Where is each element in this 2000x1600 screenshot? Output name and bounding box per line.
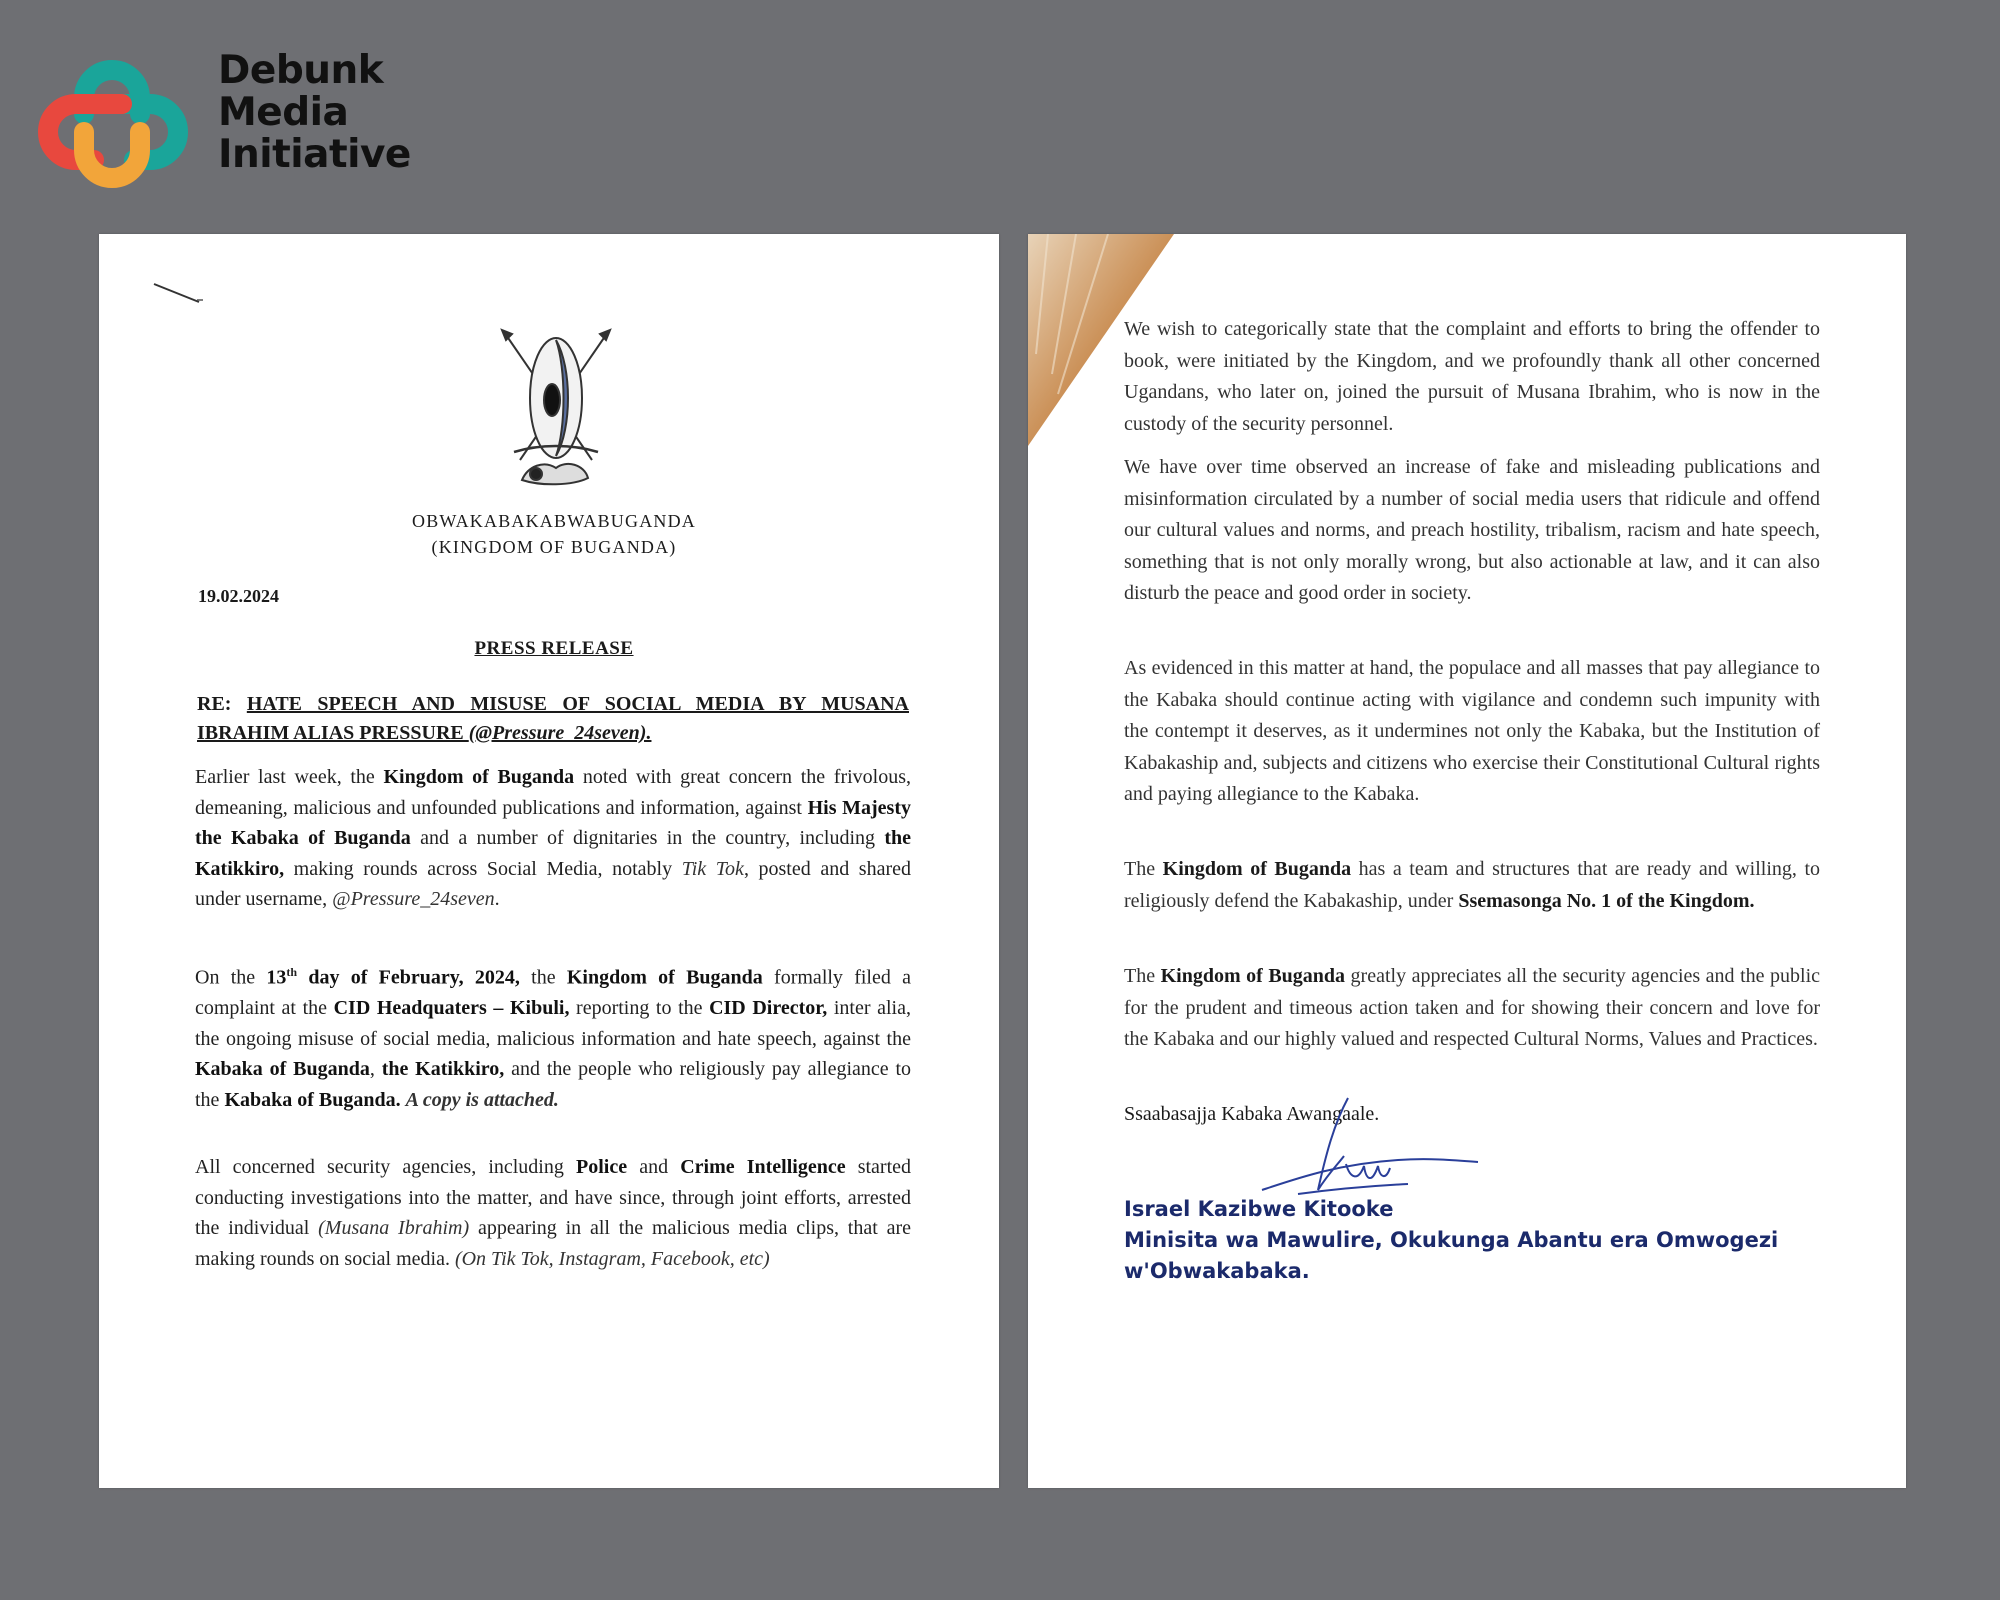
bold-run: Police — [575, 1156, 628, 1178]
press-release-page-2 — [1028, 234, 1906, 1488]
brand-line-2: Media — [218, 90, 349, 135]
italic-run: (Musana Ibrahim) — [318, 1217, 470, 1239]
text-run: inter alia, the ongoing misuse of social media, malicious information and hate speech, against the — [195, 997, 911, 1050]
paragraph-8 — [1124, 961, 1820, 1056]
brand-line-1: Debunk — [218, 48, 384, 93]
text-run: All concerned security agencies, including — [195, 1156, 576, 1178]
bold-run: the Katikkiro, — [195, 827, 911, 880]
bold-run: His Majesty the Kabaka of Buganda — [195, 796, 911, 849]
re-prefix: RE: — [197, 693, 247, 715]
bold-run: Kabaka of Buganda. — [224, 1088, 401, 1111]
closing-salutation: Ssaabasajja Kabaka Awangaale. — [1124, 1103, 1380, 1125]
bold-run: Kingdom of Buganda — [1162, 858, 1352, 880]
bold-run: Crime Intelligence — [680, 1156, 846, 1178]
text-run: , — [369, 1058, 382, 1081]
paragraph-5: We have over time observed an increase of fake and misleading publications and misinformation circulated by a number of social media users that ridicule and offend our cultural values and norms, and preach hostility, tribalism, racism and hate speech, something that is not only morally wrong, but also actionable at law, and it can also disturb the peace and good order in society. — [1124, 456, 1820, 604]
superscript-run: th — [286, 965, 298, 979]
brand-wordmark — [218, 50, 411, 176]
bold-run: Kingdom of Buganda — [383, 766, 575, 788]
bold-run: Kabaka of Buganda — [195, 1058, 370, 1081]
bold-run: CID Headquaters – Kibuli, — [333, 997, 570, 1020]
text-run: noted with great concern the frivolous, demeaning, malicious and unfounded publications and information, against — [195, 766, 912, 819]
re-handle: (@Pressure_24seven). — [468, 722, 652, 744]
text-run: and a number of dignitaries in the country, including — [410, 827, 885, 849]
text-run: greatly appreciates all the security agencies and the public for the prudent and timeous action taken and for showing their concern and love for the Kabaka and our highly valued and respected Cultural Norms, Values and Practices. — [1124, 965, 1820, 1050]
text-run: and the people who religiously pay allegiance to the — [195, 1058, 912, 1111]
text-run: started conducting investigations into the matter, and have since, through joint efforts, arrested the individual — [195, 1156, 911, 1239]
pen-stroke-mark — [151, 278, 211, 308]
bold-run: day of February, 2024, — [297, 966, 520, 989]
paragraph-7 — [1124, 854, 1820, 917]
paragraph-3 — [195, 1152, 911, 1274]
kingdom-name-native: OBWAKABAKABWABUGANDA — [412, 511, 696, 531]
paragraph-1 — [195, 762, 911, 915]
signatory-block — [1124, 1194, 1824, 1287]
brand-header — [26, 36, 426, 206]
bold-italic-run: A copy is attached. — [405, 1088, 559, 1111]
italic-run: (On Tik Tok, Instagram, Facebook, etc) — [454, 1247, 770, 1270]
bold-run: Ssemasonga No. 1 of the Kingdom. — [1458, 889, 1755, 912]
text-run: reporting to the — [569, 997, 710, 1020]
text-run: On the — [195, 966, 267, 989]
text-run: . — [494, 888, 500, 910]
paragraph-4: We wish to categorically state that the complaint and efforts to bring the offender to book, were initiated by the Kingdom, and we profoundly thank all other concerned Ugandans, who later on, joined the pursuit of Musana Ibrahim, who is now in the custody of the security personnel. — [1124, 318, 1820, 435]
signatory-title-line-1: Minisita wa Mawulire, Okukunga Abantu era Omwogezi — [1124, 1228, 1779, 1252]
text-run: The — [1124, 965, 1161, 987]
text-run: and — [627, 1156, 681, 1178]
text-run: appearing in all the malicious media clips, that are making rounds on social media. — [195, 1217, 911, 1270]
bold-run: 13 — [266, 966, 287, 989]
bold-run: Kingdom of Buganda — [566, 966, 763, 989]
italic-run: Tik Tok — [681, 857, 744, 880]
text-run: , posted and shared under username, — [195, 857, 911, 910]
text-run: has a team and structures that are ready and willing, to religiously defend the Kabakaship, under — [1124, 858, 1820, 912]
signatory-title-line-2: w'Obwakabaka. — [1124, 1259, 1310, 1283]
paragraph-6: As evidenced in this matter at hand, the populace and all masses that pay allegiance to the Kabaka should continue acting with vigilance and condemn such impunity with the contempt it deserves, as it undermines not only the Kabaka, but the Institution of Kabakaship and, subjects and citizens who exercise their Constitutional Cultural rights and paying allegiance to the Kabaka. — [1124, 657, 1820, 805]
signatory-name: Israel Kazibwe Kitooke — [1124, 1197, 1394, 1221]
document-date: 19.02.2024 — [198, 586, 279, 606]
re-subject: HATE SPEECH AND MISUSE OF SOCIAL MEDIA BY MUSANA IBRAHIM ALIAS PRESSURE — [197, 693, 909, 744]
paragraph-2 — [195, 957, 911, 1115]
press-release-page-1 — [99, 234, 999, 1488]
text-run: formally filed a complaint at the — [195, 966, 911, 1020]
bold-run: CID Director, — [709, 997, 828, 1020]
bold-run: the Katikkiro, — [381, 1058, 505, 1081]
text-run: Earlier last week, the — [195, 766, 384, 788]
debunk-media-initiative-logo-icon — [26, 36, 196, 206]
text-run: making rounds across Social Media, notably — [284, 857, 682, 880]
kingdom-name — [249, 508, 859, 560]
italic-run: @Pressure_24seven — [332, 888, 495, 910]
brand-line-3: Initiative — [218, 132, 411, 177]
bold-run: Kingdom of Buganda — [1160, 965, 1346, 987]
buganda-crest-icon — [500, 328, 612, 494]
text-run: The — [1124, 858, 1163, 880]
text-run: the — [519, 966, 567, 989]
subject-heading — [197, 690, 909, 748]
kingdom-name-english: (KINGDOM OF BUGANDA) — [431, 537, 677, 557]
press-release-title: PRESS RELEASE — [474, 638, 634, 659]
